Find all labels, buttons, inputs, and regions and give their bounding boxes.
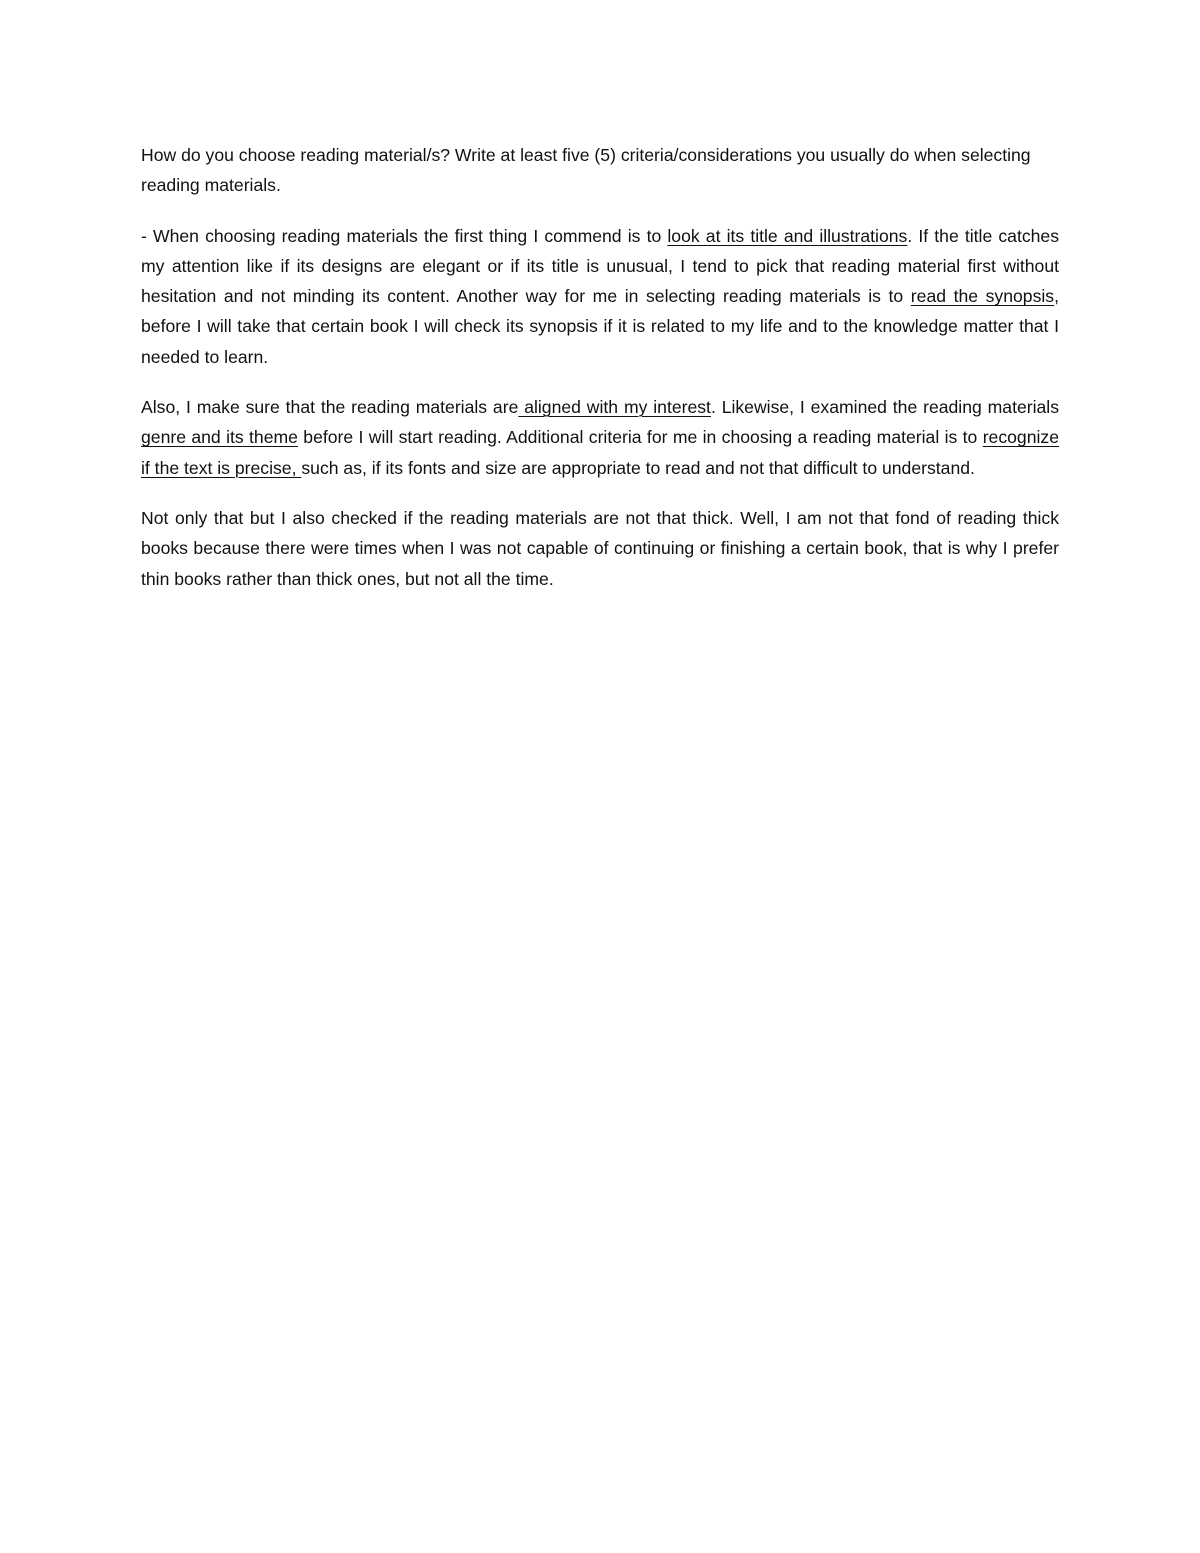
paragraph3-text: Not only that but I also checked if the reading materials are not that thick. Well, I am not that fond of reading thick books because there were times when I was not capable of continuing or finishing a certain book, that is why I prefer thin books rather than thick ones, but not all the time. bbox=[141, 507, 1059, 589]
answer-paragraph-3 bbox=[141, 503, 1059, 594]
paragraph2-underline-genre-theme: genre and its theme bbox=[141, 427, 298, 448]
paragraph1-underline-synopsis: read the synopsis bbox=[910, 286, 1055, 307]
paragraph2-underline-interest: aligned with my interest bbox=[518, 397, 711, 418]
paragraph2-part2: . Likewise, I examined the reading materials bbox=[710, 397, 1059, 418]
paragraph2-part4: such as, if its fonts and size are appropriate to read and not that difficult to understand. bbox=[301, 457, 975, 478]
paragraph2-part3: before I will start reading. Additional criteria for me in choosing a reading material is to bbox=[297, 427, 983, 448]
question-paragraph bbox=[141, 140, 1059, 201]
answer-paragraph-1 bbox=[141, 221, 1059, 372]
paragraph1-part2: . If the title catches my attention like if its designs are elegant or if its title is unusual, I tend to pick that reading material first without hesitation and not minding its content. Another way for me in selecting reading materials is to bbox=[141, 225, 1060, 307]
paragraph1-part3: , before I will take that certain book I will check its synopsis if it is related to my life and to the knowledge matter that I needed to learn. bbox=[141, 286, 1059, 367]
paragraph1-underline-title-illustrations: look at its title and illustrations bbox=[667, 225, 908, 246]
answer-paragraph-2 bbox=[141, 392, 1059, 483]
document-body bbox=[141, 140, 1059, 614]
paragraph2-underline-precise: recognize if the text is precise, bbox=[141, 427, 1059, 478]
paragraph2-part1: Also, I make sure that the reading materials are bbox=[141, 397, 519, 418]
question-text: How do you choose reading material/s? Write at least five (5) criteria/considerations you usually do when selecting reading materials. bbox=[141, 145, 1031, 196]
paragraph1-part1: - When choosing reading materials the first thing I commend is to bbox=[141, 225, 668, 246]
